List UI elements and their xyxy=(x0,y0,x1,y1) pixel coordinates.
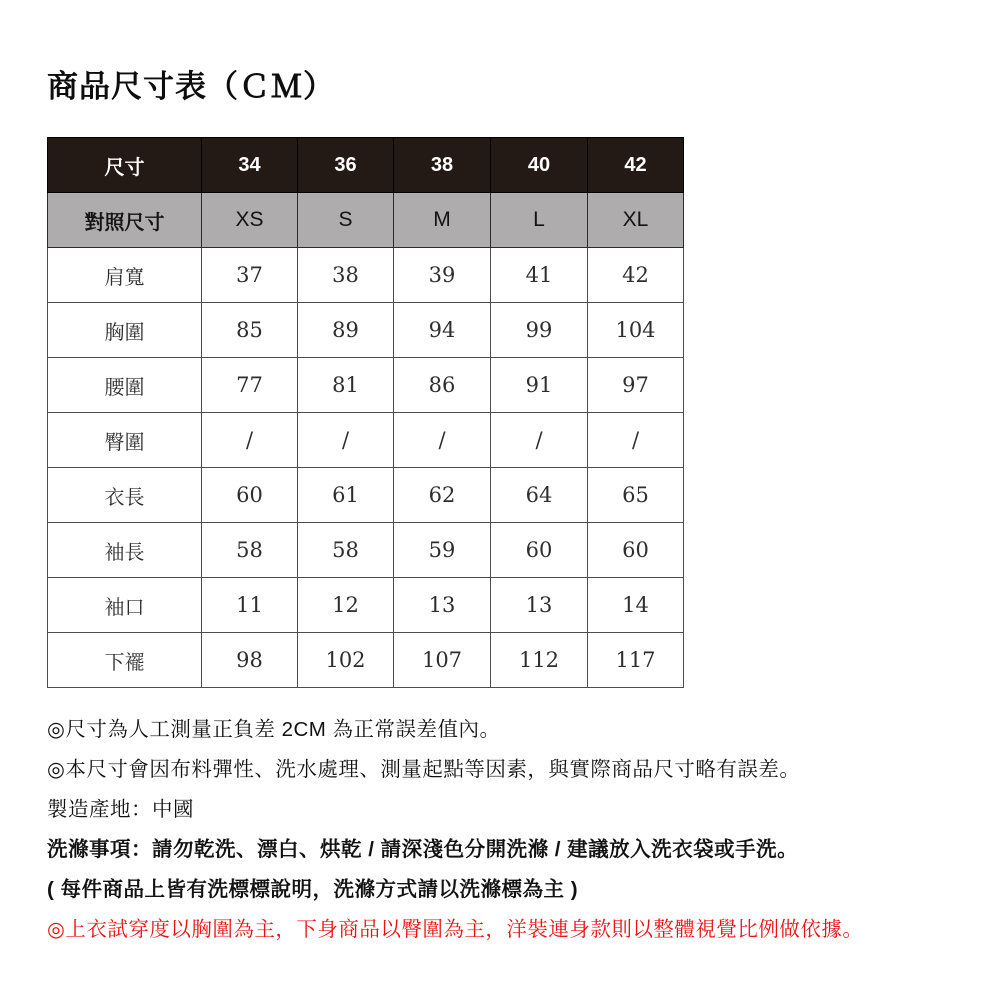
measurement-row-hem xyxy=(48,633,684,688)
size-value-cell: 97 xyxy=(588,358,684,413)
size-value-cell: 104 xyxy=(588,303,684,358)
size-value-cell: 60 xyxy=(491,523,588,578)
measurement-row-cuff xyxy=(48,578,684,633)
size-value-cell: 91 xyxy=(491,358,588,413)
size-value-cell: 99 xyxy=(491,303,588,358)
size-value-cell: XS xyxy=(202,193,298,248)
size-value-cell: 14 xyxy=(588,578,684,633)
note-size-variance: ◎本尺寸會因布料彈性、洗水處理、測量起點等因素，與實際商品尺寸略有誤差。 xyxy=(47,758,801,782)
size-value-cell: 62 xyxy=(394,468,491,523)
size-value-cell: / xyxy=(588,413,684,468)
note-washing-instructions: 洗滌事項：請勿乾洗、漂白、烘乾 / 請深淺色分開洗滌 / 建議放入洗衣袋或手洗。 xyxy=(47,838,799,862)
size-value-cell: 112 xyxy=(491,633,588,688)
size-value-cell: M xyxy=(394,193,491,248)
row-label: 腰圍 xyxy=(48,358,202,413)
size-value-cell: 61 xyxy=(298,468,394,523)
size-value-cell: 39 xyxy=(394,248,491,303)
row-label: 臀圍 xyxy=(48,413,202,468)
size-value-cell: 59 xyxy=(394,523,491,578)
measurement-row-shoulder xyxy=(48,248,684,303)
notes-section xyxy=(47,716,977,943)
row-label: 尺寸 xyxy=(48,138,202,193)
size-value-cell: / xyxy=(202,413,298,468)
row-label: 對照尺寸 xyxy=(48,193,202,248)
measurement-row-hip xyxy=(48,413,684,468)
size-value-cell: 86 xyxy=(394,358,491,413)
size-value-cell: 38 xyxy=(298,248,394,303)
row-label: 袖長 xyxy=(48,523,202,578)
size-value-cell: 36 xyxy=(298,138,394,193)
size-value-cell: 58 xyxy=(298,523,394,578)
size-value-cell: 81 xyxy=(298,358,394,413)
row-label: 衣長 xyxy=(48,468,202,523)
measurement-row-waist xyxy=(48,358,684,413)
size-value-cell: / xyxy=(491,413,588,468)
size-value-cell: 42 xyxy=(588,248,684,303)
size-table xyxy=(47,137,684,688)
size-value-cell: 89 xyxy=(298,303,394,358)
size-value-cell: 58 xyxy=(202,523,298,578)
size-value-cell: 40 xyxy=(491,138,588,193)
row-label: 下襬 xyxy=(48,633,202,688)
size-value-cell: 98 xyxy=(202,633,298,688)
row-label: 胸圍 xyxy=(48,303,202,358)
size-value-cell: 37 xyxy=(202,248,298,303)
note-fit-guideline: ◎上衣試穿度以胸圍為主，下身商品以臀圍為主，洋裝連身款則以整體視覺比例做依據。 xyxy=(47,918,864,942)
size-value-cell: 117 xyxy=(588,633,684,688)
note-care-label: ( 每件商品上皆有洗標標說明，洗滌方式請以洗滌標為主 ) xyxy=(47,878,579,902)
compare-size-row xyxy=(48,193,684,248)
size-value-cell: 60 xyxy=(588,523,684,578)
measurement-row-chest xyxy=(48,303,684,358)
size-value-cell: S xyxy=(298,193,394,248)
size-value-cell: / xyxy=(394,413,491,468)
size-value-cell: 77 xyxy=(202,358,298,413)
size-value-cell: 13 xyxy=(394,578,491,633)
measurement-row-length xyxy=(48,468,684,523)
size-value-cell: 107 xyxy=(394,633,491,688)
size-value-cell: 12 xyxy=(298,578,394,633)
page-title: 商品尺寸表（ＣＭ） xyxy=(47,69,335,104)
size-value-cell: 34 xyxy=(202,138,298,193)
size-value-cell: 102 xyxy=(298,633,394,688)
size-value-cell: 64 xyxy=(491,468,588,523)
size-value-cell: 38 xyxy=(394,138,491,193)
size-value-cell: 11 xyxy=(202,578,298,633)
note-measurement-tolerance: ◎尺寸為人工測量正負差 2CM 為正常誤差值內。 xyxy=(47,718,501,742)
size-value-cell: / xyxy=(298,413,394,468)
size-value-cell: 60 xyxy=(202,468,298,523)
size-value-cell: 42 xyxy=(588,138,684,193)
size-value-cell: 13 xyxy=(491,578,588,633)
size-value-cell: 94 xyxy=(394,303,491,358)
size-value-cell: 85 xyxy=(202,303,298,358)
row-label: 肩寬 xyxy=(48,248,202,303)
size-value-cell: L xyxy=(491,193,588,248)
measurement-row-sleeve-length xyxy=(48,523,684,578)
note-origin: 製造產地：中國 xyxy=(47,798,194,822)
row-label: 袖口 xyxy=(48,578,202,633)
size-value-cell: 41 xyxy=(491,248,588,303)
size-value-cell: XL xyxy=(588,193,684,248)
size-header-row xyxy=(48,138,684,193)
size-value-cell: 65 xyxy=(588,468,684,523)
